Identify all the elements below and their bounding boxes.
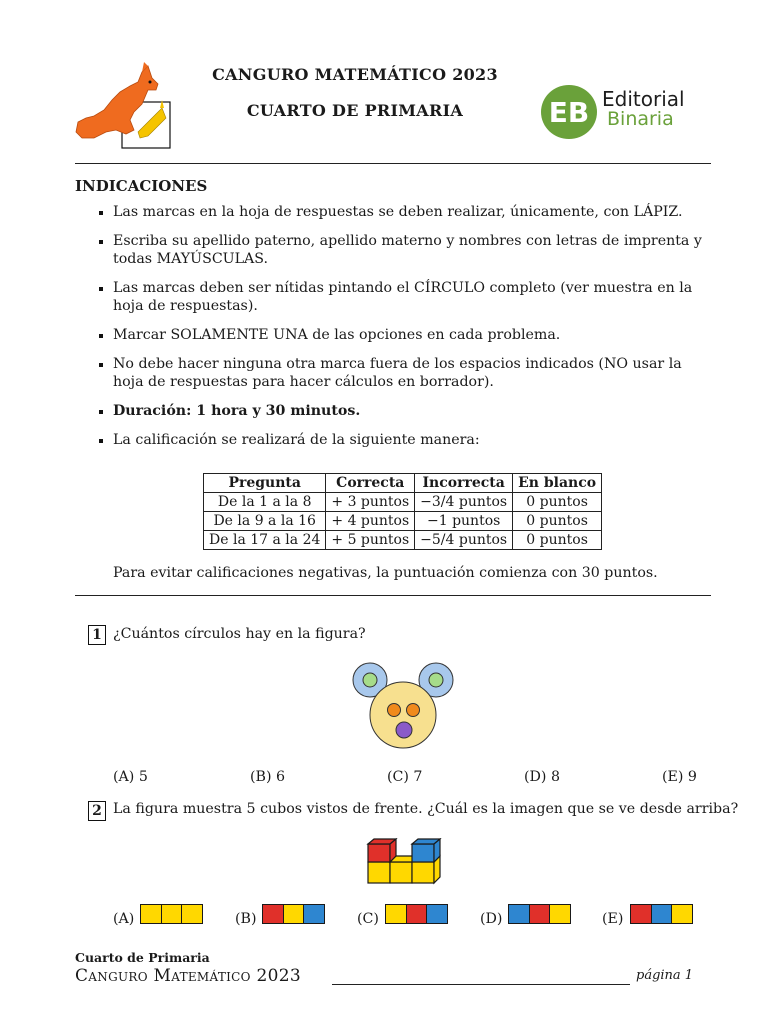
cube-red bbox=[262, 904, 284, 924]
table-row bbox=[204, 531, 602, 550]
table-cell: + 5 puntos bbox=[326, 531, 415, 550]
publisher-name-line1: Editorial bbox=[602, 87, 685, 111]
table-header-cell: Pregunta bbox=[204, 474, 326, 493]
list-item: Las marcas deben ser nítidas pintando el CÍRCULO completo (ver muestra en la hoja de respuestas). bbox=[75, 279, 703, 315]
cube-blue bbox=[426, 904, 448, 924]
option-a[interactable]: (A) 5 bbox=[113, 769, 148, 785]
table-cell: De la 9 a la 16 bbox=[204, 512, 326, 531]
eye-circle-left bbox=[388, 704, 401, 717]
option-a[interactable]: (A) bbox=[113, 911, 135, 927]
cube-front bbox=[368, 844, 390, 862]
option-e[interactable]: (E) bbox=[602, 911, 624, 927]
cube-blue bbox=[651, 904, 673, 924]
list-item: Marcar SOLAMENTE UNA de las opciones en cada problema. bbox=[75, 326, 703, 344]
footer-contest: Canguro Matemático 2023 bbox=[75, 966, 301, 986]
option-b[interactable]: (B) bbox=[235, 911, 257, 927]
cube-red bbox=[529, 904, 551, 924]
table-cell: 0 puntos bbox=[513, 512, 602, 531]
option-a-cubes[interactable] bbox=[140, 904, 202, 924]
option-b[interactable]: (B) 6 bbox=[250, 769, 286, 785]
list-item: La calificación se realizará de la siguiente manera: bbox=[75, 431, 703, 449]
table-cell: + 4 puntos bbox=[326, 512, 415, 531]
header-divider bbox=[75, 163, 711, 164]
editorial-binaria-logo-icon bbox=[540, 84, 598, 140]
page-number: página 1 bbox=[636, 968, 694, 983]
cube-red bbox=[630, 904, 652, 924]
option-e[interactable]: (E) 9 bbox=[662, 769, 697, 785]
option-d[interactable]: (D) bbox=[480, 911, 503, 927]
cube-yellow bbox=[181, 904, 203, 924]
mouth-circle bbox=[396, 722, 412, 738]
table-header-row bbox=[204, 474, 602, 493]
cube-red bbox=[406, 904, 428, 924]
cube-yellow bbox=[385, 904, 407, 924]
question-text-1: ¿Cuántos círculos hay en la figura? bbox=[113, 626, 366, 642]
table-row bbox=[204, 512, 602, 531]
exam-title: CANGURO MATEMÁTICO 2023 bbox=[212, 65, 498, 84]
question-number-1: 1 bbox=[88, 625, 106, 645]
table-cell: −3/4 puntos bbox=[415, 493, 513, 512]
table-header-cell: Incorrecta bbox=[415, 474, 513, 493]
table-cell: De la 17 a la 24 bbox=[204, 531, 326, 550]
table-cell: 0 puntos bbox=[513, 531, 602, 550]
question-number-2: 2 bbox=[88, 801, 106, 821]
cube-yellow bbox=[161, 904, 183, 924]
publisher-name-line2: Binaria bbox=[607, 108, 674, 130]
instructions-list bbox=[75, 203, 703, 460]
cube-yellow bbox=[671, 904, 693, 924]
list-item: Escriba su apellido paterno, apellido materno y nombres con letras de imprenta y todas MAYÚSCULAS. bbox=[75, 232, 703, 268]
cube-yellow bbox=[283, 904, 305, 924]
circles-figure bbox=[350, 660, 456, 750]
table-cell: 0 puntos bbox=[513, 493, 602, 512]
cube-yellow bbox=[549, 904, 571, 924]
table-cell: De la 1 a la 8 bbox=[204, 493, 326, 512]
exam-level-title: CUARTO DE PRIMARIA bbox=[246, 101, 464, 120]
instructions-heading: INDICACIONES bbox=[75, 177, 208, 195]
option-d-cubes[interactable] bbox=[508, 904, 570, 924]
footer-rule bbox=[332, 984, 630, 985]
table-row bbox=[204, 493, 602, 512]
question-text-2: La figura muestra 5 cubos vistos de frente. ¿Cuál es la imagen que se ve desde arriba? bbox=[113, 801, 739, 817]
option-c[interactable]: (C) bbox=[357, 911, 379, 927]
scoring-note: Para evitar calificaciones negativas, la puntuación comienza con 30 puntos. bbox=[113, 565, 658, 581]
cube-front bbox=[412, 862, 434, 883]
footer-level: Cuarto de Primaria bbox=[75, 950, 210, 965]
ear-inner-circle-right bbox=[429, 673, 443, 687]
option-d[interactable]: (D) 8 bbox=[524, 769, 560, 785]
eye-circle-right bbox=[407, 704, 420, 717]
table-header-cell: Correcta bbox=[326, 474, 415, 493]
cube-front bbox=[390, 862, 412, 883]
ear-inner-circle-left bbox=[363, 673, 377, 687]
list-item: No debe hacer ninguna otra marca fuera de los espacios indicados (NO usar la hoja de respuestas para hacer cálculos en borrador). bbox=[75, 355, 703, 391]
cube-front bbox=[412, 844, 434, 862]
option-e-cubes[interactable] bbox=[630, 904, 692, 924]
cube-blue bbox=[303, 904, 325, 924]
table-cell: −5/4 puntos bbox=[415, 531, 513, 550]
option-b-cubes[interactable] bbox=[262, 904, 324, 924]
table-cell: + 3 puntos bbox=[326, 493, 415, 512]
option-c[interactable]: (C) 7 bbox=[387, 769, 423, 785]
list-item: Duración: 1 hora y 30 minutos. bbox=[75, 402, 703, 420]
list-item: Las marcas en la hoja de respuestas se deben realizar, únicamente, con LÁPIZ. bbox=[75, 203, 703, 221]
table-header-cell: En blanco bbox=[513, 474, 602, 493]
scoring-table bbox=[203, 473, 602, 550]
cube-yellow bbox=[140, 904, 162, 924]
cube-front bbox=[368, 862, 390, 883]
option-c-cubes[interactable] bbox=[385, 904, 447, 924]
cube-blue bbox=[508, 904, 530, 924]
svg-text:EB: EB bbox=[548, 96, 590, 129]
table-cell: −1 puntos bbox=[415, 512, 513, 531]
section-divider bbox=[75, 595, 711, 596]
cubes-front-view-figure bbox=[366, 838, 446, 886]
